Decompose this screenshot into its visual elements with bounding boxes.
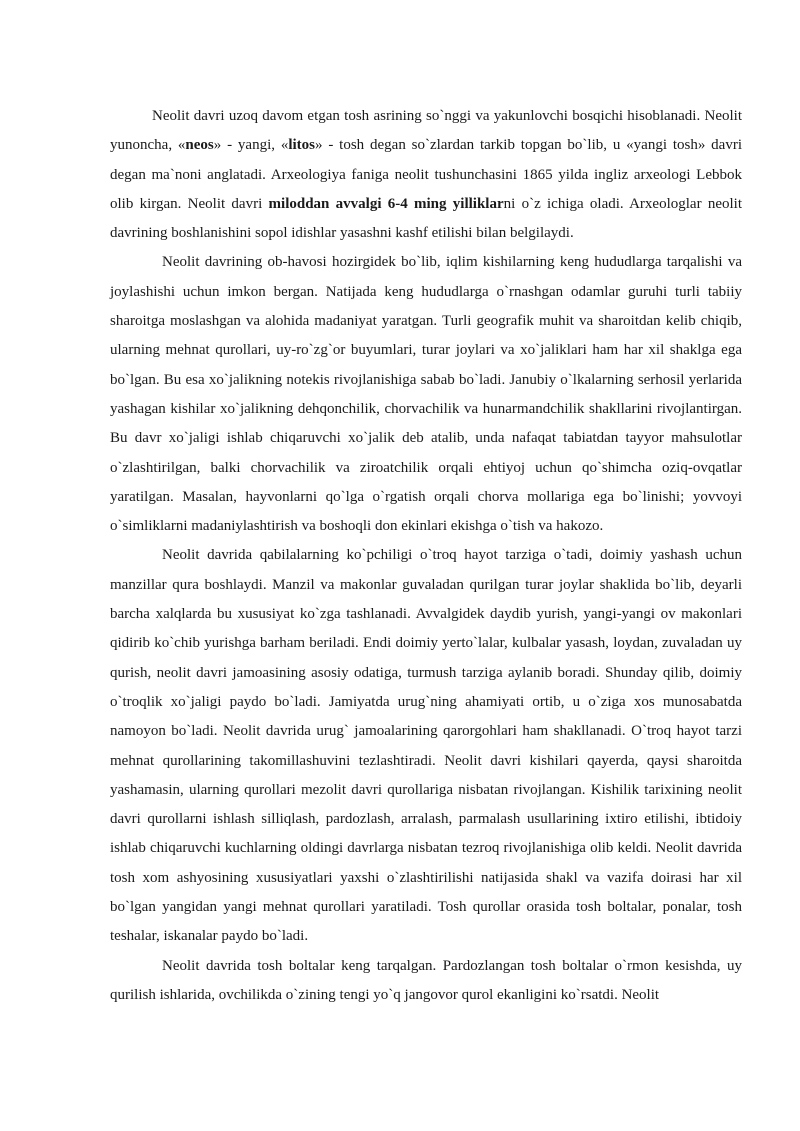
paragraph-1-text-d: ni o`z ichiga oladi. Arxeologlar neolit davrining boshlanishini sopol idishlar yasashni kashf etilishi bilan belgilaydi. <box>110 195 742 242</box>
term-neos: neos <box>185 137 214 154</box>
paragraph-2: Neolit davrining ob-havosi hozirgidek bo`lib, iqlim kishilarning keng hududlarga tarqalishi va joylashishi uchun imkon bergan. Natijada keng hududlarga o`rnashgan odamlar guruhi turli tabiiy sharoitga moslashgan va alohida madaniyat yaratgan. Turli geografik muhit va sharoitdan kelib chiqib, ularning mehnat qurollari, uy-ro`zg`or buyumlari, turar joylari va xo`jaliklari ham har xil shaklga ega bo`lgan. Bu esa xo`jalikning notekis rivojlanishiga sabab bo`ladi. Janubiy o`lkalarning serhosil yerlarida yashagan kishilar xo`jalikning dehqonchilik, chorvachilik va hunarmandchilik shakllarini rivojlantirgan. Bu davr xo`jaligi ishlab chiqaruvchi xo`jalik deb atalib, unda nafaqat tabiatdan tayyor mahsulotlar o`zlashtirilgan, balki chorvachilik va ziroatchilik orqali ehtiyoj uchun qo`shimcha oziq-ovqatlar yaratilgan. Masalan, hayvonlarni qo`lga o`rgatish orqali chorva mollariga ega bo`linishi; yovvoyi o`simliklarni madaniylashtirish va boshoqli don ekinlari ekishga o`tish va hakozo. <box>110 254 742 535</box>
paragraph-4: Neolit davrida tosh boltalar keng tarqalgan. Pardozlangan tosh boltalar o`rmon kesishda, uy qurilish ishlarida, ovchilikda o`zining tengi yo`q jangovor qurol ekanligini ko`rsatdi. Neolit <box>110 957 742 1003</box>
paragraph-1-text-b: » - yangi, « <box>213 137 289 154</box>
paragraph-1-text-c: » - tosh degan so`zlardan tarkib topgan bo`lib, u «yangi tosh» davri degan ma`noni anglatadi. Arxeologiya faniga neolit tushunchasini 1865 yilda ingliz arxeologi Lebbok olib kirgan. Neolit davri <box>110 137 742 212</box>
paragraph-3: Neolit davrida qabilalarning ko`pchiligi o`troq hayot tarziga o`tadi, doimiy yashash uchun manzillar qura boshlaydi. Manzil va makonlar guvaladan qurilgan turar joylar shaklida bo`lib, deyarli barcha xalqlarda bu xususiyat ko`zga tashlanadi. Avvalgidek daydib yurish, yangi-yangi ov makonlari qidirib ko`chib yurishga barham beriladi. Endi doimiy yerto`lalar, kulbalar yasash, loydan, zuvaladan uy qurish, neolit davri jamoasining asosiy odatiga, turmush tarziga aylanib boradi. Shunday qilib, doimiy o`troqlik xo`jaligi paydo bo`ladi. Jamiyatda urug`ning ahamiyati ortib, u o`ziga xos munosabatda namoyon bo`ladi. Neolit davrida urug` jamoalarining qarorgohlari ham shakllanadi. O`troq hayot tarzi mehnat qurollarining takomillashuvini tezlashtiradi. Neolit davri kishilari qayerda, qaysi sharoitda yashamasin, ularning qurollari mezolit davri qurollariga nisbatan rivojlangan. Kishilik tarixining neolit davri qurollarni ishlash silliqlash, pardozlash, arralash, parmalash usullarining ixtiro etilishi, ibtidoiy ishlab chiqaruvchi kuchlarning oldingi davrlarga nisbatan tezroq rivojlanishiga olib keldi. Neolit davrida tosh xom ashyosining xususiyatlari yaxshi o`zlashtirilishi natijasida shakl va vazifa doirasi har xil bo`lgan yangidan yangi mehnat qurollari yaratiladi. Tosh qurollar orasida tosh boltalar, ponalar, tosh teshalar, iskanalar paydo bo`ladi. <box>110 547 742 945</box>
paragraph-1 <box>110 102 742 248</box>
date-range-highlight: miloddan avvalgi 6-4 ming yilliklar <box>268 195 504 212</box>
paragraph-1-text-a: Neolit davri uzoq davom etgan tosh asrining so`nggi va yakunlovchi bosqichi hisoblanadi. Neolit yunoncha, « <box>110 108 742 154</box>
term-litos: litos <box>288 137 315 154</box>
document-page <box>110 102 742 1010</box>
